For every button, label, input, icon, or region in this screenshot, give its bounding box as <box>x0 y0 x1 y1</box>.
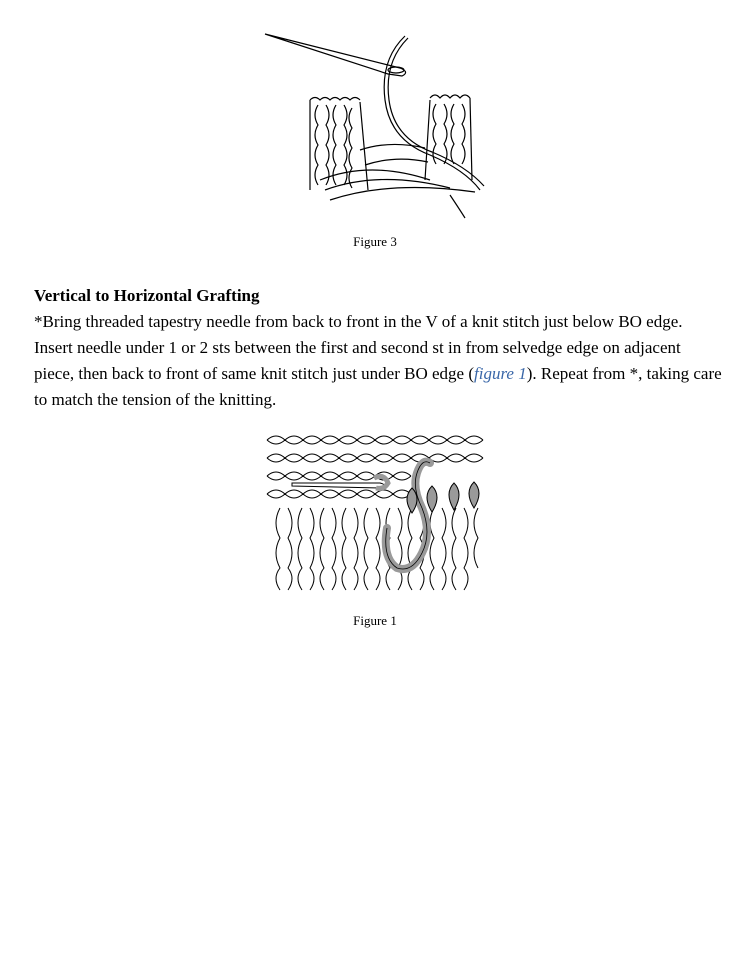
figure-1-link[interactable]: figure 1 <box>474 364 527 383</box>
tapestry-needle-icon <box>265 34 406 76</box>
instruction-paragraph <box>34 309 724 413</box>
instruction-text-part-1: *Bring threaded tapestry needle from back to front in the V of a knit stitch just below BO edge. Insert needle under 1 or 2 sts between the first and second st in from selvedge edge on adjacent piece, then back to front of same knit stitch just under BO edge ( <box>34 312 683 383</box>
needle-grafting-drawing <box>260 30 495 220</box>
instruction-text-part-2: ). Repeat from *, taking care to match the tension of the knitting. <box>34 364 722 409</box>
right-knit-block <box>425 95 472 180</box>
figure-3-caption: Figure 3 <box>353 234 397 249</box>
figure-1-illustration <box>262 428 490 596</box>
vertical-horizontal-grafting-drawing <box>262 428 490 596</box>
figure-3-illustration <box>260 30 495 220</box>
left-knit-block <box>310 98 368 191</box>
figure-1-caption: Figure 1 <box>353 613 397 628</box>
needle-icon <box>292 483 384 488</box>
section-heading: Vertical to Horizontal Grafting <box>34 286 260 305</box>
